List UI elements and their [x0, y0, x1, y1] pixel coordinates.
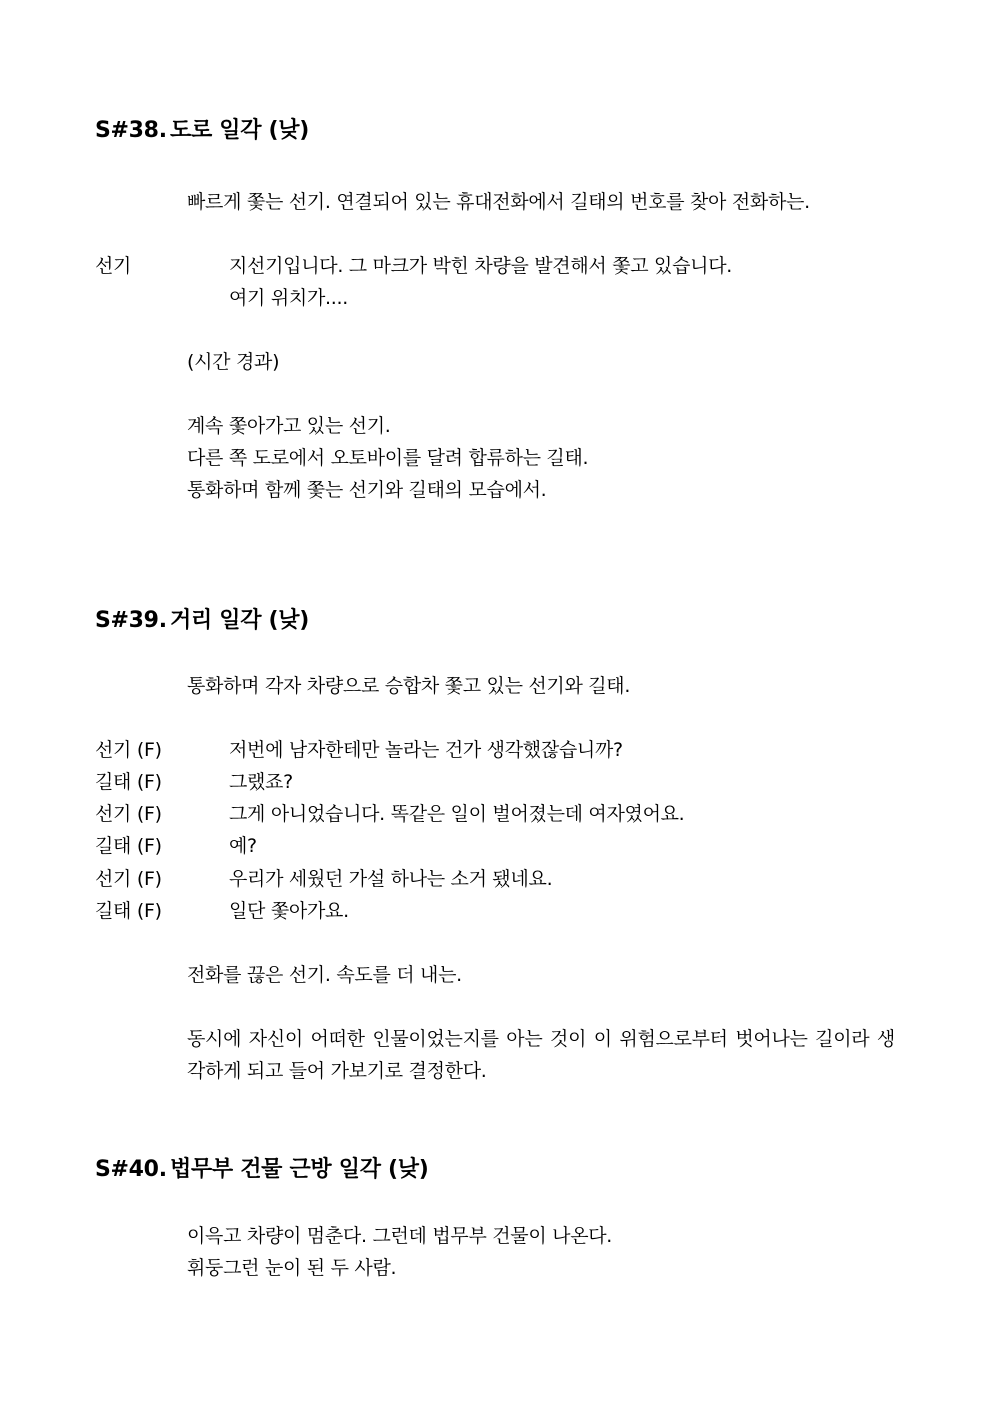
- dialogue-speaker: 길태 (F): [95, 900, 162, 922]
- scene-number: S#38.: [95, 118, 167, 143]
- action-line: 각하게 되고 들어 가보기로 결정한다.: [187, 1060, 487, 1082]
- dialogue-line: 지선기입니다. 그 마크가 박힌 차량을 발견해서 쫓고 있습니다.: [229, 255, 733, 277]
- action-line: 통화하며 각자 차량으로 승합차 쫓고 있는 선기와 길태.: [187, 675, 631, 697]
- dialogue-speaker: 선기: [95, 255, 132, 277]
- scene-title: 법무부 건물 근방 일각 (낮): [170, 1157, 429, 1182]
- action-line: 빠르게 쫓는 선기. 연결되어 있는 휴대전화에서 길태의 번호를 찾아 전화하는.: [187, 191, 810, 213]
- dialogue-speaker: 길태 (F): [95, 835, 162, 857]
- scene-title: 거리 일각 (낮): [170, 608, 309, 633]
- dialogue-speaker: 선기 (F): [95, 803, 162, 825]
- dialogue-line: 여기 위치가....: [229, 287, 348, 309]
- scene-heading: [95, 1155, 428, 1185]
- dialogue-line: 예?: [229, 835, 257, 857]
- scene-title: 도로 일각 (낮): [170, 118, 309, 143]
- dialogue-line: 저번에 남자한테만 놀라는 건가 생각했잖습니까?: [229, 739, 623, 761]
- action-line: 전화를 끊은 선기. 속도를 더 내는.: [187, 964, 462, 986]
- scene-heading: [95, 606, 309, 636]
- dialogue-line: 우리가 세웠던 가설 하나는 소거 됐네요.: [229, 868, 553, 890]
- scene-heading: [95, 116, 309, 146]
- time-transition: (시간 경과): [187, 351, 280, 373]
- scene-number: S#40.: [95, 1157, 167, 1182]
- action-line: 계속 쫓아가고 있는 선기.: [187, 415, 391, 437]
- action-line: 동시에 자신이 어떠한 인물이었는지를 아는 것이 이 위험으로부터 벗어나는 길이라 생: [187, 1028, 895, 1050]
- dialogue-line: 일단 쫓아가요.: [229, 900, 349, 922]
- dialogue-speaker: 선기 (F): [95, 868, 162, 890]
- dialogue-speaker: 선기 (F): [95, 739, 162, 761]
- action-line: 다른 쪽 도로에서 오토바이를 달려 합류하는 길태.: [187, 447, 589, 469]
- action-line: 통화하며 함께 쫓는 선기와 길태의 모습에서.: [187, 479, 547, 501]
- action-line: 휘둥그런 눈이 된 두 사람.: [187, 1257, 397, 1279]
- dialogue-speaker: 길태 (F): [95, 771, 162, 793]
- dialogue-line: 그랬죠?: [229, 771, 293, 793]
- scene-number: S#39.: [95, 608, 167, 633]
- dialogue-line: 그게 아니었습니다. 똑같은 일이 벌어졌는데 여자였어요.: [229, 803, 685, 825]
- action-line: 이윽고 차량이 멈춘다. 그런데 법무부 건물이 나온다.: [187, 1225, 613, 1247]
